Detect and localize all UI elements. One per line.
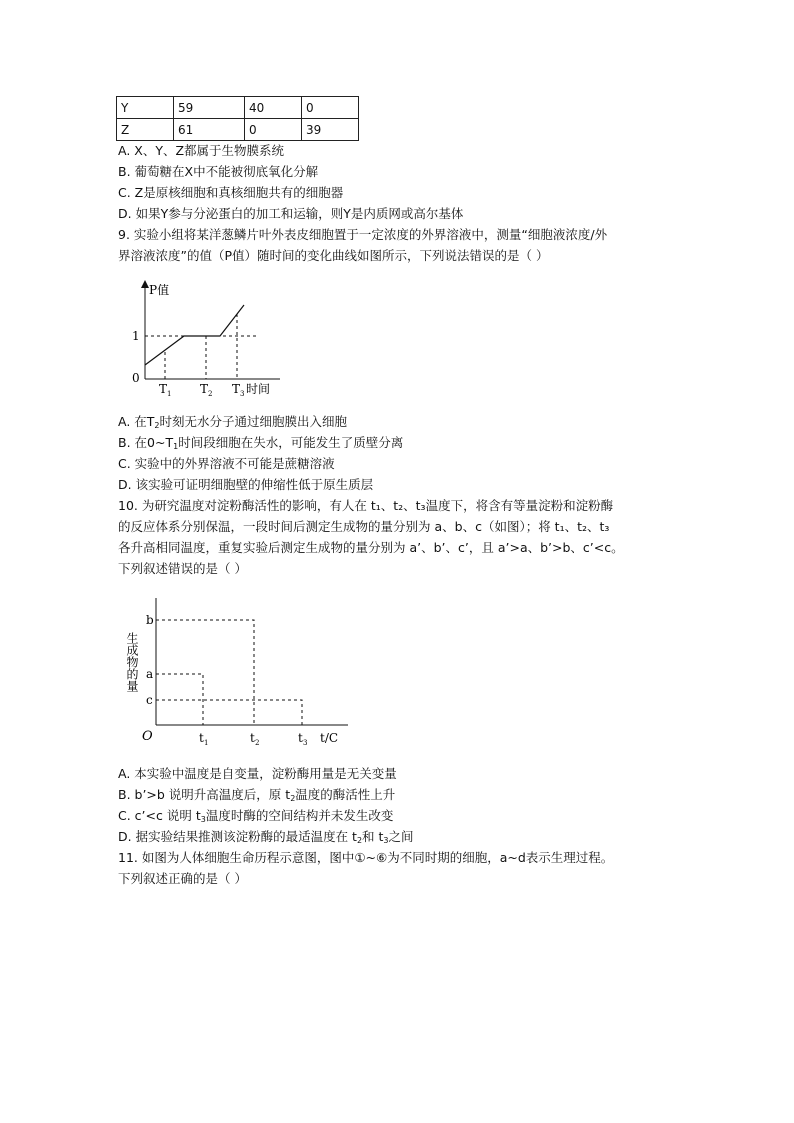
origin-label: 0 — [132, 371, 140, 385]
y-axis-label: 生成物的量 — [125, 632, 139, 692]
x-tick-t2: T — [200, 382, 209, 396]
x-tick-t3: t — [298, 731, 303, 745]
q10-option-a: A. 本实验中温度是自变量，淀粉酶用量是无关变量 — [118, 766, 397, 781]
table-row — [117, 119, 359, 141]
q10-stem-line1: 10. 为研究温度对淀粉酶活性的影响，有人在 t₁、t₂、t₃温度下，将含有等量淀粉和淀粉酶 — [118, 498, 614, 513]
q9-option-b: B. 在$0\sim T_1$时间段细胞在失水，可能发生了质壁分离 — [118, 435, 404, 451]
bar-c — [156, 700, 302, 725]
product-amount-chart — [124, 590, 354, 750]
table-cell: 61 — [174, 119, 245, 141]
q11-stem-line1: 11. 如图为人体细胞生命历程示意图，图中①~⑥为不同时期的细胞，a~d表示生理过程。 — [118, 850, 614, 865]
q9-stem-line2: 界溶液浓度”的值（P值）随时间的变化曲线如图所示，下列说法错误的是（ ） — [118, 248, 549, 263]
table-cell: 0 — [302, 97, 359, 119]
table-cell: Z — [117, 119, 174, 141]
y-tick-1: 1 — [132, 329, 140, 343]
q10-option-b: B. b’>b 说明升高温度后，原 $t_2$温度的酶活性上升 — [118, 787, 396, 803]
x-tick-t2-sub: 2 — [255, 739, 260, 747]
bar-b — [156, 620, 254, 725]
x-tick-t1-sub: 1 — [167, 390, 172, 398]
q10-option-d: D. 据实验结果推测该淀粉酶的最适温度在 $t_2$和 $t_3$之间 — [118, 829, 414, 845]
y-label-c: c — [146, 693, 153, 707]
x-tick-t2-sub: 2 — [208, 390, 213, 398]
x-tick-t3: T — [232, 382, 241, 396]
q8-option-d: D. 如果Y参与分泌蛋白的加工和运输，则Y是内质网或高尔基体 — [118, 206, 464, 221]
q9-option-d: D. 该实验可证明细胞壁的伸缩性低于原生质层 — [118, 477, 374, 492]
q8-option-c: C. Z是原核细胞和真核细胞共有的细胞器 — [118, 185, 344, 200]
table-cell: Y — [117, 97, 174, 119]
x-tick-t2: t — [250, 731, 255, 745]
y-axis-label: P值 — [149, 283, 170, 297]
table-cell: 0 — [245, 119, 302, 141]
x-tick-t3-sub: 3 — [240, 390, 245, 398]
table-cell: 40 — [245, 97, 302, 119]
q10-stem-line4: 下列叙述错误的是（ ） — [118, 561, 247, 576]
q9-option-a: A. 在$T_2$时刻无水分子通过细胞膜出入细胞 — [118, 414, 348, 430]
q9-option-c: C. 实验中的外界溶液不可能是蔗糖溶液 — [118, 456, 335, 471]
q11-stem-line2: 下列叙述正确的是（ ） — [118, 871, 247, 886]
p-value-curve — [145, 305, 244, 365]
x-axis-label: t/C — [320, 731, 339, 745]
organelle-table — [116, 96, 359, 141]
x-tick-t1: T — [159, 382, 168, 396]
origin-label: O — [142, 729, 153, 744]
table-cell: 59 — [174, 97, 245, 119]
x-tick-t1: t — [199, 731, 204, 745]
q10-option-c: C. c’<c 说明 $t_3$温度时酶的空间结构并未发生改变 — [118, 808, 394, 824]
table-row — [117, 97, 359, 119]
x-tick-t3-sub: 3 — [303, 739, 308, 747]
x-tick-t1-sub: 1 — [204, 739, 209, 747]
q8-option-b: B. 葡萄糖在X中不能被彻底氧化分解 — [118, 164, 319, 179]
q10-stem-line2: 的反应体系分别保温，一段时间后测定生成物的量分别为 a、b、c（如图）；将 t₁、t₂、t₃ — [118, 519, 610, 534]
table-cell: 39 — [302, 119, 359, 141]
q8-option-a: A. X、Y、Z都属于生物膜系统 — [118, 143, 285, 158]
p-value-chart — [128, 276, 288, 400]
x-axis-label: 时间 — [246, 382, 271, 396]
q10-stem-line3: 各升高相同温度，重复实验后测定生成物的量分别为 a’、b’、c’，且 a’>a、b’>b、c’<c。 — [118, 540, 624, 555]
y-label-b: b — [146, 613, 154, 627]
q9-stem-line1: 9. 实验小组将某洋葱鳞片叶外表皮细胞置于一定浓度的外界溶液中，测量“细胞液浓度/外 — [118, 227, 608, 242]
y-label-a: a — [146, 667, 154, 681]
